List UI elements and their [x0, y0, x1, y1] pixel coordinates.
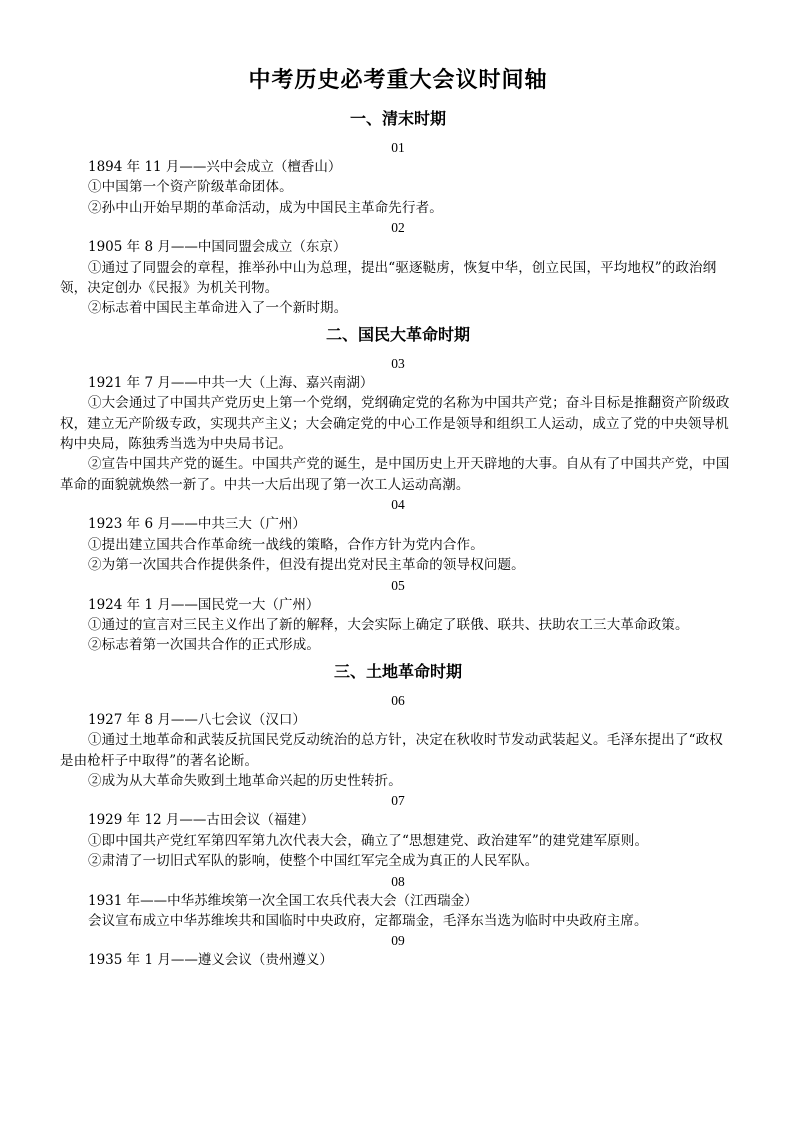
event-point: ①中国第一个资产阶级革命团体。 [88, 179, 293, 196]
document-title: 中考历史必考重大会议时间轴 [248, 68, 548, 93]
event-point: ①通过的宣言对三民主义作出了新的解释，大会实际上确定了联俄、联共、扶助农工三大革命政策。 [88, 616, 689, 633]
event-point: ②肃清了一切旧式军队的影响，使整个中国红军完全成为真正的人民军队。 [88, 853, 539, 870]
event-point: ②为第一次国共合作提供条件，但没有提出党对民主革命的领导权问题。 [88, 557, 525, 574]
event-number: 07 [391, 793, 405, 809]
event-point: ①提出建立国共合作革命统一战线的策略，合作方针为党内合作。 [88, 536, 484, 553]
event-point: ①通过了同盟会的章程，推举孙中山为总理，提出“驱逐鞑虏，恢复中华，创立民国，平均地权”的政治纲领，决定创办《民报》为机关刊物。 [60, 259, 717, 297]
event-point: ①大会通过了中国共产党历史上第一个党纲，党纲确定党的名称为中国共产党；奋斗目标是推翻资产阶级政权，建立无产阶级专政，实现共产主义；大会确定党的中心工作是领导和组织工人运动，成立了党的中央领导机构中央局，陈独秀当选为中央局书记。 [60, 395, 730, 453]
event-number: 03 [391, 355, 405, 371]
event-heading: 1931 年——中华苏维埃第一次全国工农兵代表大会（江西瑞金） [88, 892, 478, 909]
event-number: 01 [391, 140, 405, 155]
section-heading: 三、土地革命时期 [333, 661, 462, 681]
event-number: 04 [391, 497, 405, 513]
event-number: 06 [391, 692, 405, 708]
document-page [60, 66, 736, 971]
event-heading: 1923 年 6 月——中共三大（广州） [88, 516, 306, 533]
event-heading: 1935 年 1 月——遵义会议（贵州遵义） [88, 952, 333, 969]
event-heading: 1927 年 8 月——八七会议（汉口） [88, 711, 306, 728]
section-heading: 一、清末时期 [349, 109, 446, 128]
event-point: ②孙中山开始早期的革命活动，成为中国民主革命先行者。 [88, 199, 443, 216]
event-point: ②标志着第一次国共合作的正式形成。 [88, 637, 321, 654]
section-heading: 二、国民大革命时期 [325, 324, 470, 344]
section-land-revolution [60, 661, 736, 971]
event-heading: 1921 年 7 月——中共一大（上海、嘉兴南湖） [88, 374, 374, 391]
event-point: ①通过土地革命和武装反抗国民党反动统治的总方针，决定在秋收时节发动武装起义。毛泽东提出了“政权是由枪杆子中取得”的著名论断。 [60, 732, 723, 769]
event-point: 会议宣布成立中华苏维埃共和国临时中央政府，定都瑞金，毛泽东当选为临时中央政府主席。 [88, 912, 648, 929]
section-national-revolution [60, 324, 736, 656]
event-point: ②成为从大革命失败到土地革命兴起的历史性转折。 [88, 772, 402, 789]
event-number: 08 [391, 873, 405, 889]
event-heading: 1929 年 12 月——古田会议（福建） [88, 812, 315, 829]
event-point: ②宣告中国共产党的诞生。中国共产党的诞生，是中国历史上开天辟地的大事。自从有了中国共产党，中国革命的面貌就焕然一新了。中共一大后出现了第一次工人运动高潮。 [60, 456, 730, 493]
section-qing [60, 108, 736, 319]
event-heading: 1894 年 11 月——兴中会成立（檀香山） [88, 159, 342, 175]
event-number: 05 [391, 577, 405, 593]
event-heading: 1924 年 1 月——国民党一大（广州） [88, 596, 320, 613]
event-heading: 1905 年 8 月——中国同盟会成立（东京） [88, 239, 347, 256]
event-point: ②标志着中国民主革命进入了一个新时期。 [88, 300, 348, 317]
event-point: ①即中国共产党红军第四军第九次代表大会，确立了“思想建党、政治建军”的建党建军原则。 [88, 832, 649, 849]
event-number: 09 [391, 933, 405, 949]
event-number: 02 [391, 220, 405, 236]
